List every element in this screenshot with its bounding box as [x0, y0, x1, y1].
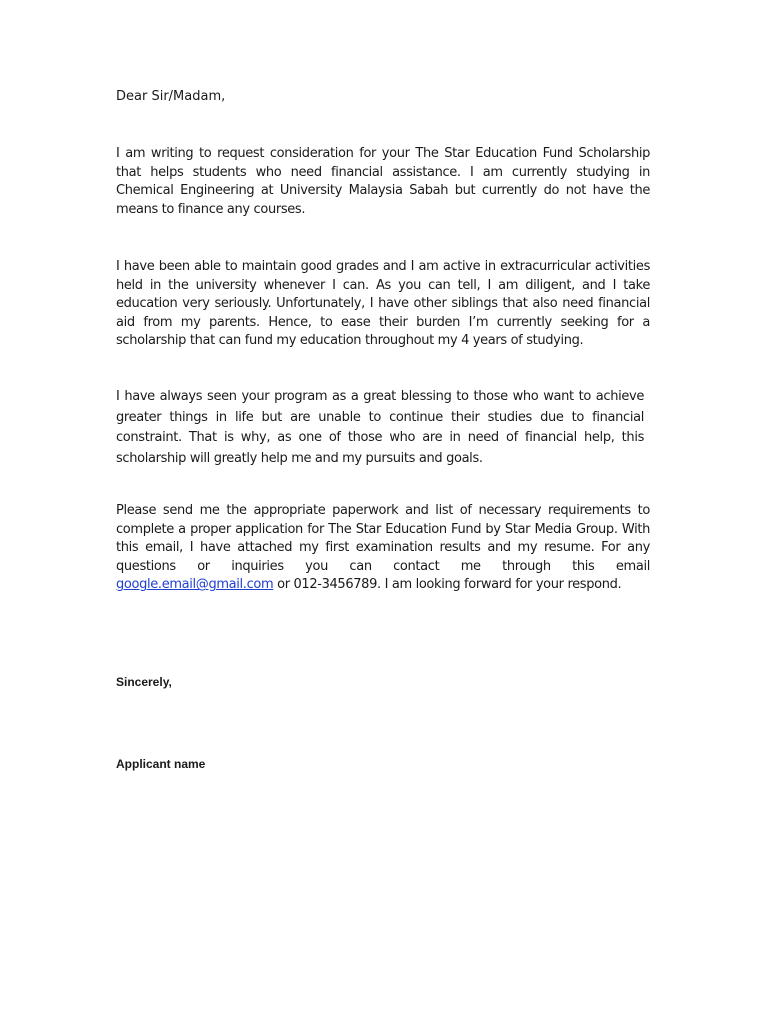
email-link[interactable]: google.email@gmail.com	[116, 577, 274, 593]
paragraph-request	[116, 502, 650, 595]
request-text-end: or 012-3456789. I am looking forward for your respond.	[273, 577, 622, 593]
closing: Sincerely,	[116, 675, 172, 689]
paragraph-background: I have been able to maintain good grades and I am active in extracurricular activities held in the university whenever I can. As you can tell, I am diligent, and I take education very seriously. Unfortunately, I have other siblings that also need financial aid from my parents. Hence, to ease their burden I’m currently seeking for a scholarship that can fund my education throughout my 4 years of studying.	[116, 259, 650, 349]
salutation: Dear Sir/Madam,	[116, 89, 226, 104]
paragraph-motivation: I have always seen your program as a great blessing to those who want to achieve greater things in life but are unable to continue their studies due to financial constraint. That is why, as one of those who are in need of financial help, this scholarship will greatly help me and my pursuits and goals.	[116, 389, 644, 466]
paragraph-intro: I am writing to request consideration for your The Star Education Fund Scholarship that helps students who need financial assistance. I am currently studying in Chemical Engineering at University Malaysia Sabah but currently do not have the means to finance any courses.	[116, 146, 650, 217]
request-text: Please send me the appropriate paperwork and list of necessary requirements to complete a proper application for The Star Education Fund by Star Media Group. With this email, I have attached my first examination results and my resume. For any questions or inquiries you can contact me through this email	[116, 503, 650, 574]
applicant-name: Applicant name	[116, 757, 206, 771]
